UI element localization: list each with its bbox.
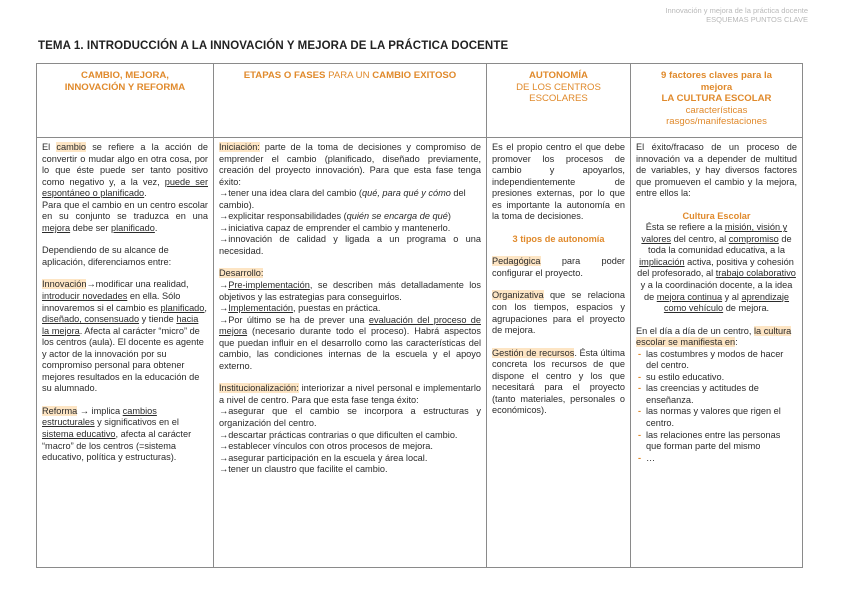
list-item: - las creencias y actitudes de enseñanza. — [636, 383, 797, 406]
col-header-cambio-line2: INNOVACIÓN Y REFORMA — [64, 81, 186, 93]
header-course: Innovación y mejora de la práctica docente — [665, 6, 808, 15]
content-row — [37, 138, 803, 568]
desarrollo-item: →Por último se ha de prever una evaluación del proceso de mejora (necesario durante todo el proceso). Habrá aspectos que puedan influir en el desarrollo como las características del cambio, las condiciones internas de la escuela y el apoyo externo. — [219, 314, 481, 371]
iniciacion-text: Iniciación: parte de la toma de decisiones y compromiso de emprender el cambio (planificado, diseñado previamente, creación del proyecto innovación). Para que esta fase tenga éxito: — [219, 142, 481, 187]
institucionalizacion-text: Institucionalización: interiorizar a nivel personal e implementarlo a nivel de centro. Para que esta fase tenga éxito: — [219, 383, 481, 405]
col-header-etapas-a: ETAPAS O FASES — [243, 70, 326, 81]
list-item: - las relaciones entre las personas que forman parte del mismo — [636, 430, 797, 453]
iniciacion-item: →explicitar responsabilidades (quién se encarga de qué) — [219, 211, 451, 222]
col-header-etapas-c: CAMBIO EXITOSO — [372, 70, 457, 81]
cambio-definition: El cambio se refiere a la acción de convertir o mudar algo en otra cosa, por lo que éste puede ser tanto positivo como negativo y, a la vez, puede ser espontáneo o planificado. — [42, 142, 208, 199]
iniciacion-item: →iniciativa capaz de emprender el cambio y mantenerlo. — [219, 222, 451, 233]
col-header-autonomia — [487, 64, 631, 138]
header-row — [37, 64, 803, 138]
col-header-etapas-b: PARA UN — [325, 70, 373, 81]
page-title: TEMA 1. INTRODUCCIÓN A LA INNOVACIÓN Y MEJORA DE LA PRÁCTICA DOCENTE — [38, 40, 509, 52]
col-header-cambio-line1: CAMBIO, MEJORA, — [81, 70, 169, 81]
cultura-manifestation-intro: En el día a día de un centro, la cultura escolar se manifiesta en: — [636, 325, 792, 348]
list-item: - su estilo educativo. — [636, 372, 797, 384]
col-header-autonomia-line2: DE LOS CENTROS — [516, 81, 601, 93]
institucionalizacion-item: →establecer vínculos con otros procesos de mejora. — [219, 441, 433, 452]
desarrollo-label: Desarrollo: — [219, 268, 264, 279]
list-item: - las normas y valores que rigen el centro. — [636, 406, 797, 429]
alcance-intro: Dependiendo de su alcance de aplicación, diferenciamos entre: — [42, 245, 172, 267]
col-header-cultura-line2: mejora — [700, 81, 733, 93]
cultura-definition: Ésta se refiere a la misión, visión y valores del centro, al compromiso de toda la comunidad educativa, a la implicación activa, positiva y cohesión del profesorado, al trabajo colaborativo y a la coordinación docente, a la idea de mejora continua y al aprendizaje como vehículo de mejora. — [637, 222, 796, 314]
autonomia-types-heading: 3 tipos de autonomía — [512, 233, 605, 244]
cell-cultura — [631, 138, 803, 568]
col-header-etapas — [214, 64, 487, 138]
iniciacion-item: →tener una idea clara del cambio (qué, para qué y cómo del cambio). — [219, 188, 466, 210]
col-header-autonomia-line3: ESCOLARES — [529, 93, 588, 104]
cultura-heading: Cultura Escolar — [682, 210, 751, 221]
cell-etapas — [214, 138, 487, 568]
summary-table — [36, 63, 803, 568]
reforma-definition: Reforma → implica cambios estructurales y significativos en el sistema educativo, afecta al carácter “macro” de los centros (=sistema educativo, política y estructuras). — [42, 405, 192, 463]
col-header-autonomia-line1: AUTONOMÍA — [529, 70, 588, 81]
innovacion-definition: Innovación→modificar una realidad, introducir novedades en ella. Sólo innovaremos si el cambio es planificado, diseñado, consensuado y tiende hacia la mejora. Afecta al carácter “micro” de los centros (aula). El docente es agente y actor de la innovación por su compromiso personal para obtener mejores resultados en la educación de su alumnado. — [42, 279, 207, 394]
institucionalizacion-item: →asegurar que el cambio se incorpora a estructuras y organización del centro. — [219, 406, 481, 429]
institucionalizacion-item: →descartar prácticas contrarias o que dificulten el cambio. — [219, 429, 458, 440]
cultura-manifestations-list — [636, 349, 797, 464]
institucionalizacion-item: →tener un claustro que facilite el cambio. — [219, 464, 388, 475]
cell-autonomia — [487, 138, 631, 568]
page-header — [665, 6, 808, 24]
desarrollo-item: →Pre-implementación, se describen más detalladamente los objetivos y las estrategias para conseguirlos. — [219, 280, 481, 302]
mejora-definition: Para que el cambio en un centro escolar en su conjunto se traduzca en una mejora debe ser planificado. — [42, 199, 208, 233]
iniciacion-item: →innovación de calidad y ligada a un programa o una necesidad. — [219, 234, 481, 256]
autonomia-intro: Es el propio centro el que debe promover los procesos de cambio y apoyarlos, independientemente de presiones externas, por lo que es importante la autonomía en la toma de decisiones. — [492, 142, 625, 222]
autonomia-pedagogica: Pedagógica para poder configurar el proyecto. — [492, 256, 625, 278]
col-header-cultura-line3: LA CULTURA ESCOLAR — [661, 93, 772, 104]
desarrollo-item: →Implementación, puestas en práctica. — [219, 303, 381, 314]
col-header-cultura-line4: características — [685, 104, 748, 116]
list-item: - … — [636, 453, 797, 465]
cultura-intro: El éxito/fracaso de un proceso de innovación va a depender de multitud de variables, y hay diversos factores que promueven el cambio y la mejora, entre ellos la: — [636, 142, 797, 199]
header-subtitle: ESQUEMAS PUNTOS CLAVE — [706, 15, 808, 24]
autonomia-organizativa: Organizativa que se relaciona con los tiempos, espacios y agrupaciones para el proyecto de mejora. — [492, 290, 625, 336]
autonomia-gestion: Gestión de recursos. Ésta última concreta los recursos de que dispone el centro y los que necesitará para el proyecto (tanto materiales, personales o económicos). — [492, 347, 625, 416]
col-header-cultura-line5: rasgos/manifestaciones — [666, 116, 767, 127]
col-header-cambio — [37, 64, 214, 138]
list-item: - las costumbres y modos de hacer del centro. — [636, 349, 797, 372]
cell-cambio — [37, 138, 214, 568]
col-header-cultura-line1: 9 factores claves para la — [661, 70, 772, 81]
institucionalizacion-item: →asegurar participación en la escuela y área local. — [219, 452, 428, 463]
col-header-cultura — [631, 64, 803, 138]
